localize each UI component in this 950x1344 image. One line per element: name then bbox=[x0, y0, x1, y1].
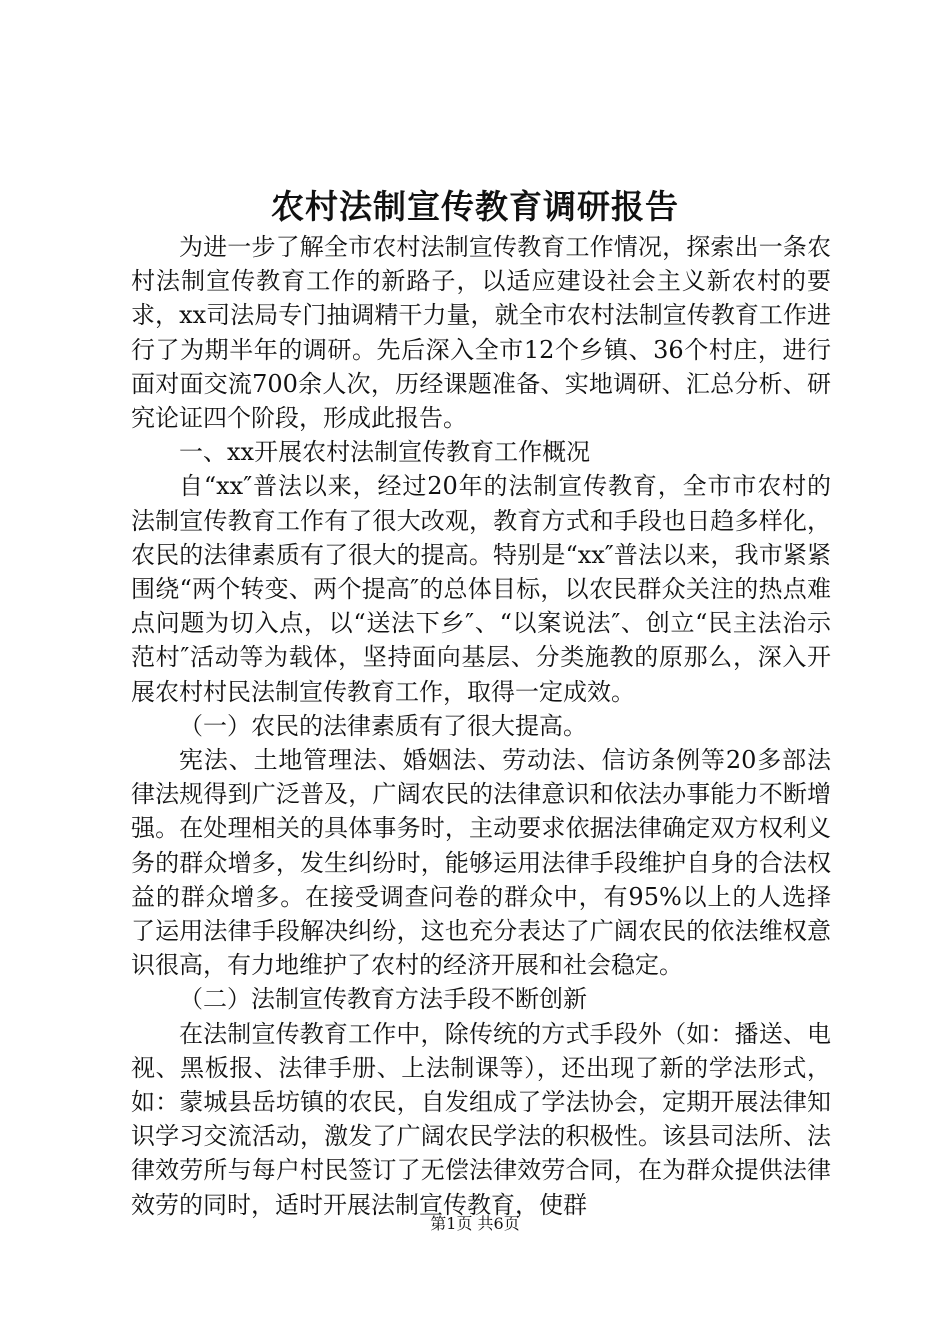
document-title: 农村法制宣传教育调研报告 bbox=[271, 187, 679, 226]
intro-paragraph: 为进一步了解全市农村法制宣传教育工作情况，探索出一条农村法制宣传教育工作的新路子，以适应建设社会主义新农村的要求，xx司法局专门抽调精干力量，就全市农村法制宣传教育工作进行了为期半年的调研。先后深入全市12个乡镇、36个村庄，进行面对面交流700余人次，历经课题准备、实地调研、汇总分析、研究论证四个阶段，形成此报告。 bbox=[131, 233, 831, 433]
body-paragraph: 在法制宣传教育工作中，除传统的方式手段外（如：播送、电视、黑板报、法律手册、上法制课等），还出现了新的学法形式，如：蒙城县岳坊镇的农民，自发组成了学法协会，定期开展法律知识学习交流活动，激发了广阔农民学法的积极性。该县司法所、法律效劳所与每户村民签订了无偿法律效劳合同，在为群众提供法律效劳的同时，适时开展法制宣传教育，使群 bbox=[131, 1019, 831, 1219]
body-paragraph: 宪法、土地管理法、婚姻法、劳动法、信访条例等20多部法律法规得到广泛普及，广阔农民的法律意识和依法办事能力不断增强。在处理相关的具体事务时，主动要求依据法律确定双方权利义务的群众增多，发生纠纷时，能够运用法律手段维护自身的合法权益的群众增多。在接受调查问卷的群众中，有95%以上的人选择了运用法律手段解决纠纷，这也充分表达了广阔农民的依法维权意识很高，有力地维护了农村的经济开展和社会稳定。 bbox=[131, 746, 831, 980]
page-number-footer: 第1页 共6页 bbox=[430, 1214, 520, 1233]
section-heading: 一、xx开展农村法制宣传教育工作概况 bbox=[179, 438, 591, 467]
body-paragraph: 自“xx″普法以来，经过20年的法制宣传教育，全市市农村的法制宣传教育工作有了很大改观，教育方式和手段也日趋多样化，农民的法律素质有了很大的提高。特别是“xx″普法以来，我市紧紧围绕“两个转变、两个提高″的总体目标，以农民群众关注的热点难点问题为切入点，以“送法下乡″、“以案说法″、创立“民主法治示范村″活动等为载体，坚持面向基层、分类施教的原那么，深入开展农村村民法制宣传教育工作，取得一定成效。 bbox=[131, 472, 831, 706]
subsection-heading: （二）法制宣传教育方法手段不断创新 bbox=[179, 985, 587, 1014]
subsection-heading: （一）农民的法律素质有了很大提高。 bbox=[179, 711, 587, 740]
document-body bbox=[131, 230, 831, 1222]
